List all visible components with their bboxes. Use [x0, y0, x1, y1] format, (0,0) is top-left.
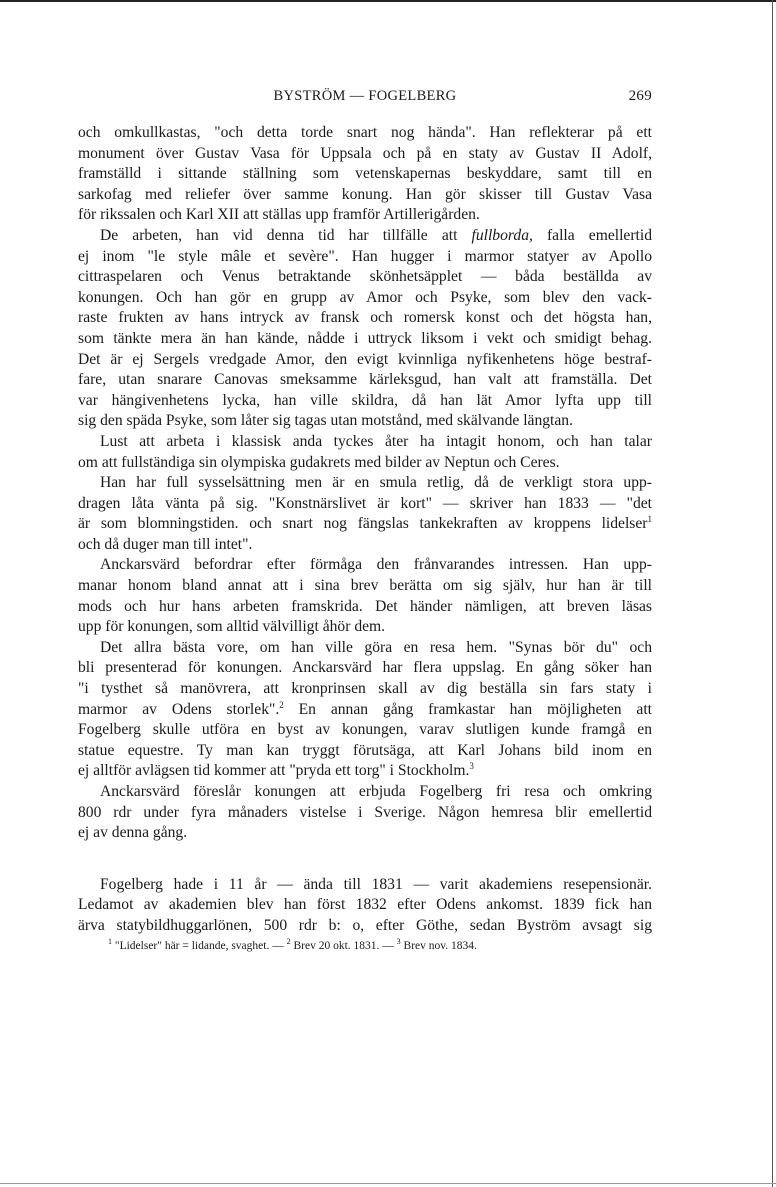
- footnote-text: Brev nov. 1834.: [400, 939, 477, 952]
- text-line: cittraspelaren och Venus betraktande skönhetsäpplet — båda beställda av: [78, 268, 652, 286]
- text-line: ej av denna gång.: [78, 824, 188, 842]
- text-line: om att fullständiga sin olympiska gudakrets med bilder av Neptun och Ceres.: [78, 453, 560, 471]
- text-span: marmor av Odens storlek".: [78, 700, 280, 718]
- text-line: sarkofag med reliefer över samme konung. Han gör skisser till Gustav Vasa: [78, 185, 652, 203]
- text-line: som tänkte mera än han kände, nådde i uttryck liksom i vekt och smidigt behag.: [78, 329, 652, 347]
- text-line: [78, 700, 652, 721]
- text-span: En annan gång framkastar han möjligheten att: [283, 700, 653, 718]
- footnotes: [78, 937, 652, 955]
- footnote-number: 2: [286, 936, 291, 946]
- text-line: mods och hur hans arbeten framskrida. Det händer nämligen, att breven läsas: [78, 597, 652, 615]
- text-line: ärva statybildhuggarlönen, 500 rdr b: o, efter Göthe, sedan Byström avsagt sig: [78, 916, 652, 934]
- text-line: [78, 514, 652, 535]
- page-number: 269: [628, 88, 652, 104]
- section-gap: [78, 844, 652, 875]
- paragraph-7: [78, 782, 652, 844]
- paragraph-1: [78, 123, 652, 226]
- text-line: och då duger man till intet".: [78, 535, 253, 553]
- text-line: Fogelberg hade i 11 år — ända till 1831 — varit akademiens resepensionär.: [100, 875, 652, 893]
- paragraph-5: [78, 555, 652, 637]
- text-line: Det allra bästa vore, om han ville göra en resa hem. "Synas bör du" och: [100, 638, 652, 656]
- footnote-number: 3: [396, 936, 401, 946]
- text-line: och omkullkastas, "och detta torde snart nog hända". Han reflekterar på ett: [78, 124, 652, 141]
- text-line: dragen låta vänta på sig. "Konstnärslivet är kort" — skriver han 1833 — "det: [78, 494, 652, 512]
- text-line: framställd i sittande ställning som vetenskapernas beskyddare, samt till en: [78, 165, 652, 183]
- text-line: monument över Gustav Vasa för Uppsala och på en staty av Gustav II Adolf,: [78, 144, 652, 162]
- text-line: fare, utan snarare Canovas smeksamme kärleksgud, han valt att framställa. Det: [78, 371, 652, 389]
- text-line: 800 rdr under fyra månaders vistelse i Sverige. Någon hemresa blir emellertid: [78, 803, 652, 821]
- text-line: manar honom bland annat att i sina brev berätta om sig själv, hur han är till: [78, 577, 652, 595]
- right-edge-rule: [772, 0, 773, 1187]
- bottom-edge-rule: [0, 1183, 776, 1184]
- text-line: upp för konungen, som alltid välvilligt åhör dem.: [78, 618, 386, 636]
- text-line: Anckarsvärd befordrar efter förmåga den frånvarandes intressen. Han upp-: [100, 556, 652, 574]
- text-line: statue equestre. Ty man kan tryggt förutsäga, att Karl Johans bild inom en: [78, 741, 652, 759]
- running-header: [78, 88, 652, 108]
- text-line: Det är ej Sergels vredgade Amor, den evigt kvinnliga nyfikenhetens höge bestraf-: [78, 350, 652, 368]
- footnote-ref-2: 2: [279, 699, 284, 710]
- text-span: ej alltför avlägsen tid kommer att "pryda ett torg" i Stockholm.: [78, 762, 470, 780]
- text-line: [78, 226, 652, 247]
- text-line: Anckarsvärd föreslår konungen att erbjuda Fogelberg fri resa och omkring: [100, 783, 652, 800]
- text-line: Han har full sysselsättning men är en smula retlig, då de verkligt stora upp-: [100, 474, 652, 492]
- text-line: för rikssalen och Karl XII att ställas upp framför Artillerigården.: [78, 206, 480, 224]
- text-line: Lust att arbeta i klassisk anda tyckes åter ha intagit honom, och han talar: [100, 432, 652, 450]
- body-text: [78, 123, 652, 955]
- footnote-ref-3: 3: [469, 761, 474, 772]
- text-line: [78, 761, 652, 782]
- paragraph-3: [78, 432, 652, 473]
- text-line: sig den späda Psyke, som låter sig tagas utan motstånd, med skälvande längtan.: [78, 412, 574, 430]
- top-edge-rule: [0, 0, 776, 2]
- paragraph-8: [78, 875, 652, 937]
- text-line: ej inom "le style mâle et sevère". Han hugger i marmor statyer av Apollo: [78, 247, 652, 265]
- footnote-number: 1: [108, 936, 112, 946]
- paragraph-4: [78, 473, 652, 555]
- text-line: var hängivenhetens lycka, han ville skildra, då han lät Amor lyfta upp till: [78, 391, 652, 409]
- text-line: Fogelberg skulle utföra en byst av konungen, varav slutligen kunde framgå en: [78, 721, 652, 739]
- italic-word: fullborda,: [471, 226, 533, 244]
- text-line: bli presenterad för konungen. Anckarsvärd har flera uppslag. En gång söker han: [78, 659, 652, 677]
- text-line: konungen. Och han gör en grupp av Amor och Psyke, som blev den vack-: [78, 288, 652, 306]
- running-title: BYSTRÖM — FOGELBERG: [273, 88, 457, 104]
- text-line: "i tysthet så manövrera, att kronprinsen skall av dig beställa sin fars staty i: [78, 680, 652, 698]
- text-line: raste frukten av hans intryck av fransk och romersk konst och det högsta han,: [78, 309, 652, 327]
- footnote-text: "Lidelser" här = lidande, svaghet. —: [112, 939, 287, 952]
- text-span: är som blomningstiden. och snart nog fängslas tankekraften av kroppens lidelser: [78, 515, 648, 533]
- paragraph-6: [78, 638, 652, 782]
- footnote-ref-1: 1: [647, 514, 652, 525]
- paragraph-2: [78, 226, 652, 432]
- footnote-text: Brev 20 okt. 1831. —: [290, 939, 397, 952]
- text-span: De arbeten, han vid denna tid har tillfälle att: [100, 226, 472, 244]
- text-span: falla emellertid: [532, 226, 652, 244]
- text-line: Ledamot av akademien blev han först 1832 efter Odens ankomst. 1839 fick han: [78, 896, 652, 914]
